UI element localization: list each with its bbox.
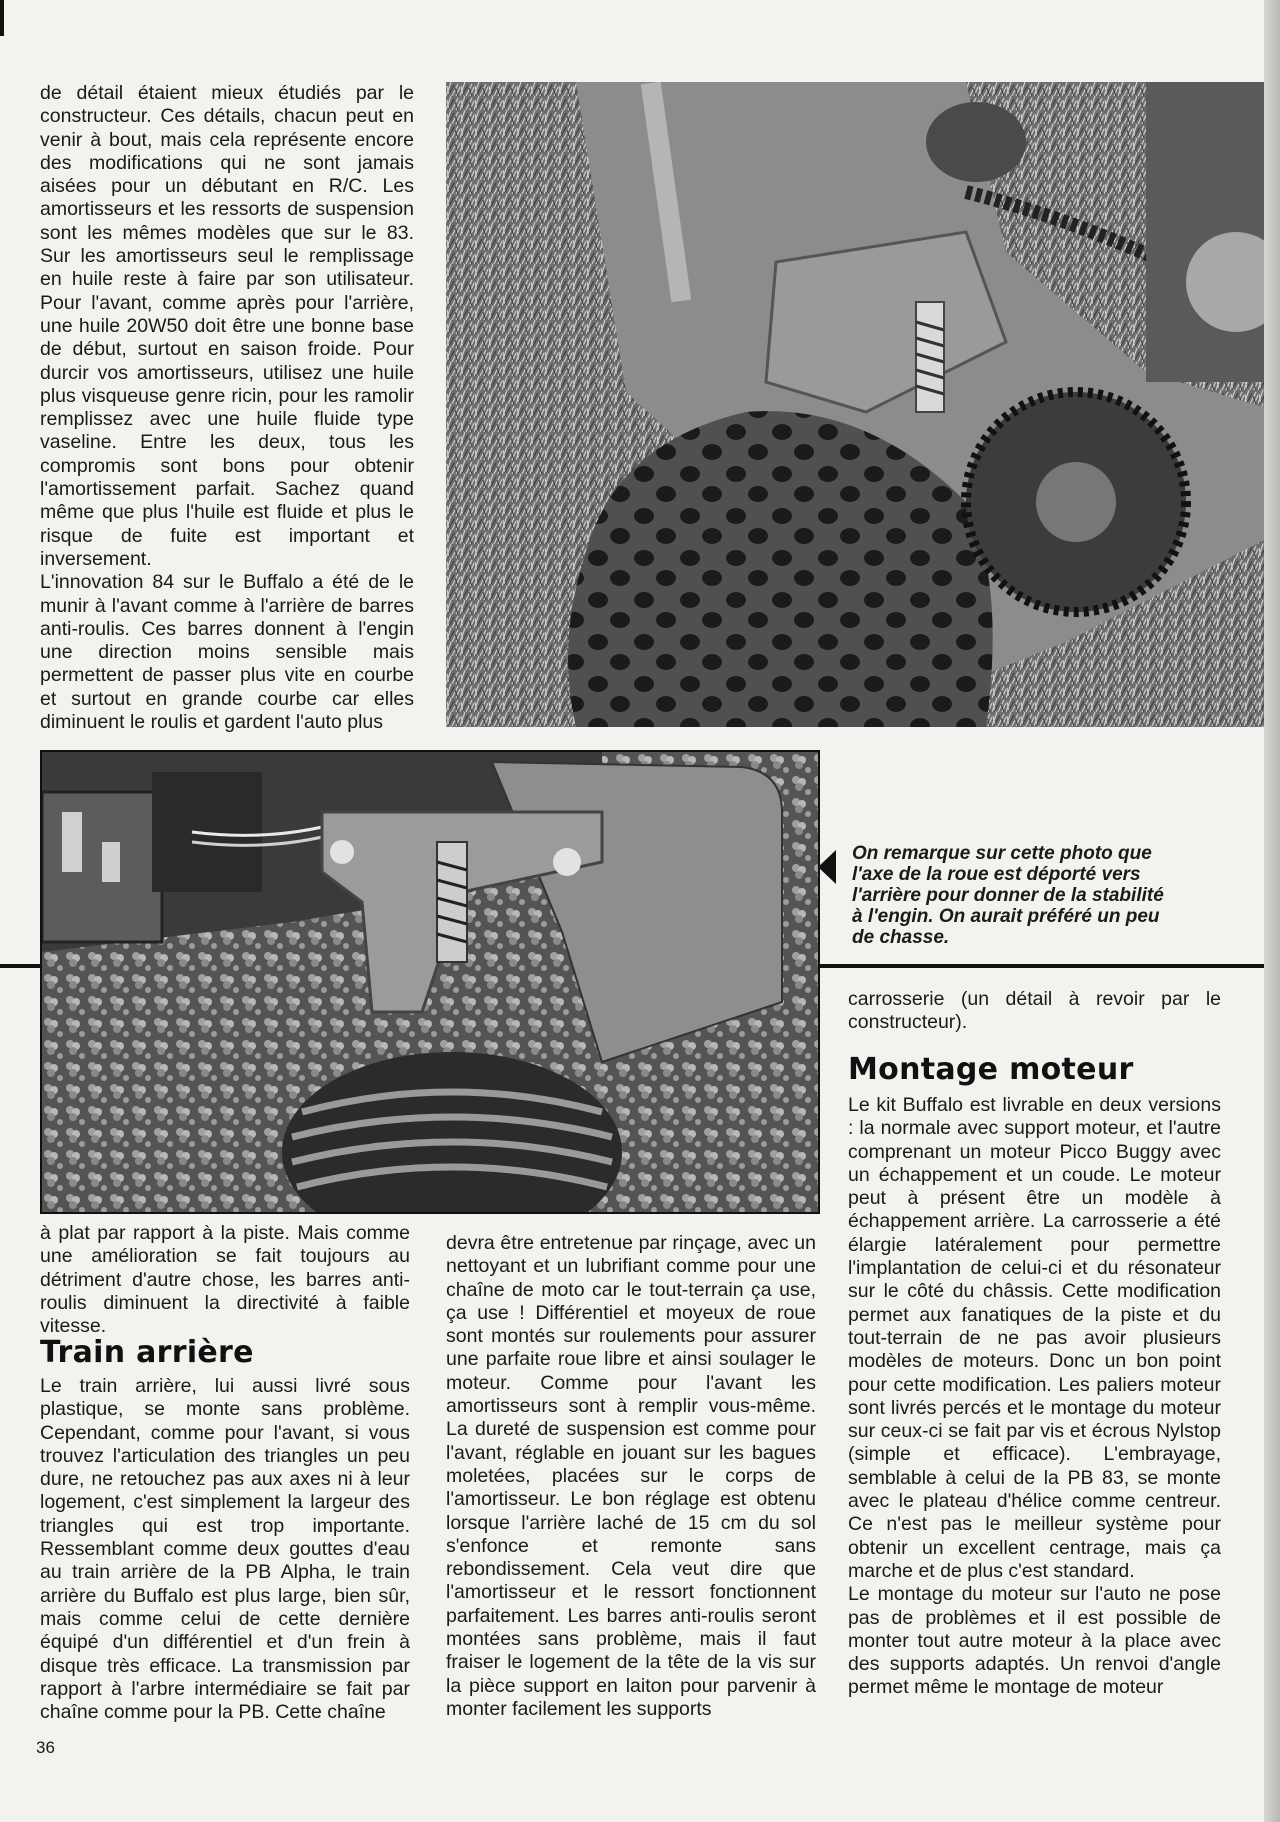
paragraph-kit-versions: Le kit Buffalo est livrable en deux versions : la normale avec support moteur, et l'autre comprenant un moteur Picco Buggy avec un échappement et un coude. Le moteur peut à présent être un modèle à échappement arrière. La carrosserie a été élargie latéralement pour permettre l'implantation de celui-ci et du résonateur sur le côté du châssis. Cette modification permet aux fanatiques de la piste et du tout-terrain de ne pas avoir plusieurs modèles de moteurs. Donc un bon point pour cette modification. Les paliers moteur sont livrés percés et le montage du moteur sur ceux-ci se fait par vis et écrous Nylstop (simple et efficace). L'embrayage, semblable à celui de la PB 83, se monte avec le plateau d'hélice comme centreur. Ce n'est pas le meilleur système pour obtenir un excellent centrage, mais ça marche et de plus c'est standard. [848,1094,1221,1582]
photo-front-suspension [40,750,820,1214]
photo-front-suspension-image [42,752,818,1212]
photo-rear-suspension-image [446,82,1280,727]
rule-caption-bottom [818,964,1280,968]
photo-rear-suspension [446,82,1280,727]
article-col2 [446,1232,816,1721]
margin-mark-top [0,0,4,36]
page-gutter-shadow [1264,0,1280,1822]
paragraph-oil: de détail étaient mieux étudiés par le constructeur. Ces détails, chacun peut en venir à bout, mais cela représente encore des modifications qui ne sont jamais aisées pour un débutant en R/C. Les amortisseurs et les ressorts de suspension sont les mêmes modèles que sur le 83. Sur les amortisseurs seul le remplissage en huile reste à faire par son utilisateur. Pour l'avant, comme après pour l'arrière, une huile 20W50 doit être une bonne base de début, surtout en saison froide. Pour durcir vos amortisseurs, utilisez une huile plus visqueuse genre ricin, pour les ramolir remplissez avec une huile fluide type vaseline. Entre les deux, tous les compromis sont bons pour obtenir l'amortissement parfait. Sachez quand même que plus l'huile est fluide et plus le risque de fuite est important et inversement. [40,82,414,570]
paragraph-chain-maintenance: devra être entretenue par rinçage, avec un nettoyant et un lubrifiant comme pour une chaîne de moto car le tout-terrain ça use, ça use ! Différentiel et moyeux de roue sont montés sur roulements pour assurer une parfaite roue libre et ainsi soulager le moteur. Comme pour l'avant les amortisseurs sont à remplir vous-même. La dureté de suspension est comme pour l'avant, réglable en jouant sur les bagues moletées, placées sur le corps de l'amortisseur. Le bon réglage est obtenu lorsque l'arrière laché de 15 cm du sol s'enfonce et remonte sans rebondissement. Cela veut dire que l'amortisseur et le ressort fonctionnent parfaitement. Les barres anti-roulis seront montées sans problème, mais il faut fraiser le logement de la tête de la vis sur la pièce support en laiton pour parvenir à monter facilement les supports [446,1232,816,1720]
paragraph-antiroll: L'innovation 84 sur le Buffalo a été de le munir à l'avant comme à l'arrière de barres anti-roulis. Ces barres donnent à l'engin une direction moins sensible mais permettent de passer plus vite en courbe et surtout en grande courbe car elles diminuent le roulis et gardent l'auto plus [40,571,414,734]
paragraph-motor-mount: Le montage du moteur sur l'auto ne pose pas de problèmes et il est possible de monter tout autre moteur à la place avec des supports adaptés. Un renvoi d'angle permet même le montage de moteur [848,1583,1221,1699]
article-col1-train [40,1375,410,1724]
heading-train-arriere: Train arrière [40,1335,254,1370]
article-col1-bottom [40,1222,410,1338]
heading-montage-moteur: Montage moteur [848,1052,1134,1087]
paragraph-carrosserie: carrosserie (un détail à revoir par le constructeur). [848,988,1221,1034]
page-number: 36 [36,1738,55,1757]
article-col1-top [40,82,414,734]
caption-pointer-icon [818,850,836,884]
article-col3-top [848,988,1221,1035]
article-col3 [848,1094,1221,1700]
rule-left-margin [0,964,40,968]
paragraph-rear-train: Le train arrière, lui aussi livré sous plastique, se monte sans problème. Cependant, comme pour l'avant, si vous trouvez l'articulation des triangles un peu dure, ne retouchez pas aux axes ni à leur logement, c'est simplement la largeur des triangles qui est trop importante. Ressemblant comme deux gouttes d'eau au train arrière de la PB Alpha, le train arrière du Buffalo est plus large, bien sûr, mais comme celui de cette dernière équipé d'un différentiel et d'un frein à disque très efficace. La transmission par rapport à l'arbre intermédiaire se fait par chaîne comme pour la PB. Cette chaîne [40,1375,410,1724]
paragraph-directivity: à plat par rapport à la piste. Mais comme une amélioration se fait toujours au détriment d'autre chose, les barres anti-roulis diminuent la directivité à faible vitesse. [40,1222,410,1338]
photo-caption: On remarque sur cette photo que l'axe de la roue est déporté vers l'arrière pour donner de la stabilité à l'engin. On aurait préféré un peu de chasse. [852,843,1164,948]
